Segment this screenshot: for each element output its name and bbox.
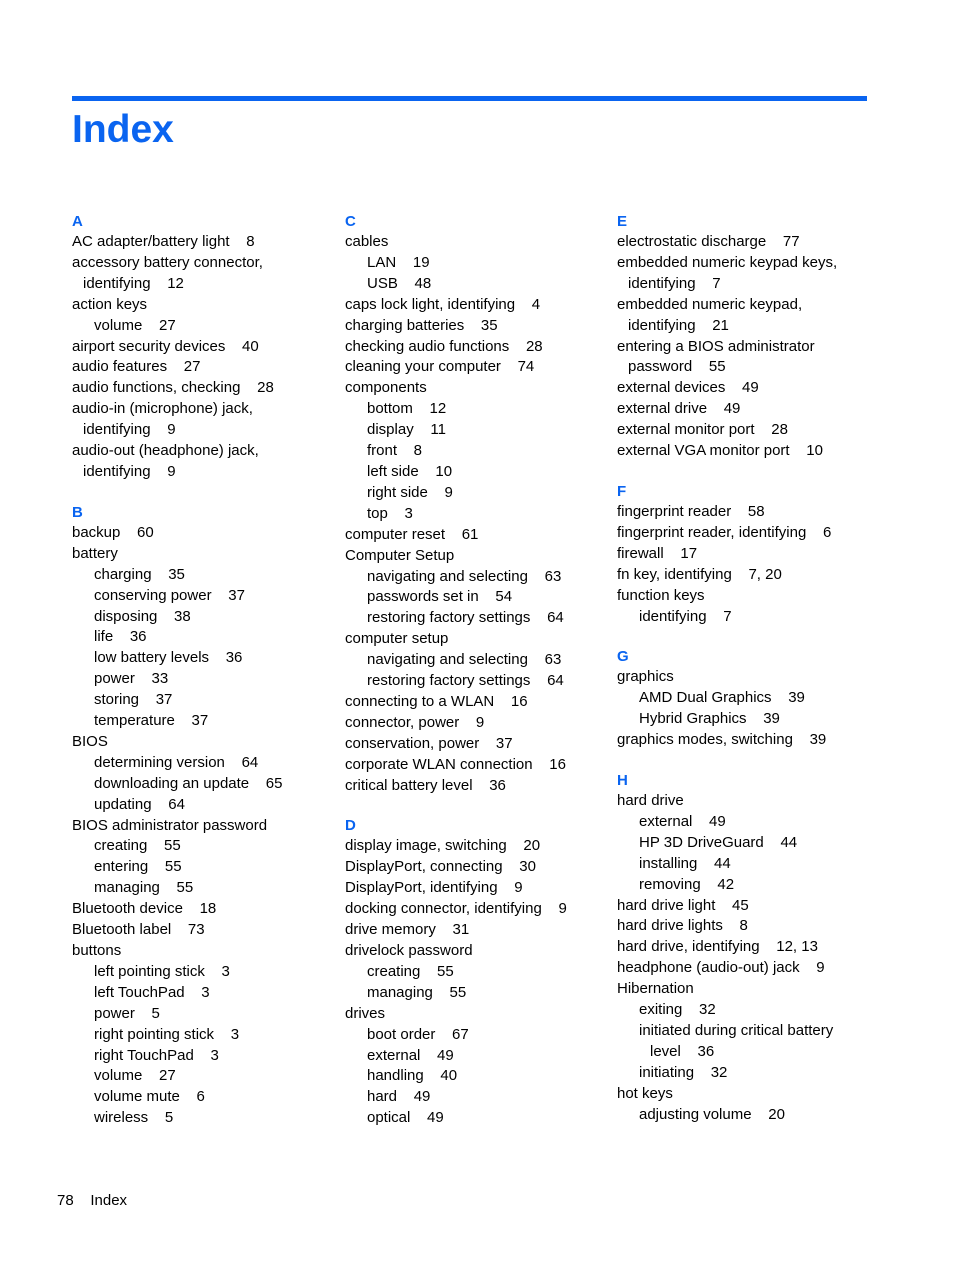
index-entry: docking connector, identifying 9 xyxy=(345,900,567,918)
index-subentry: front 8 xyxy=(367,442,423,460)
footer-label: Index xyxy=(90,1192,128,1209)
index-entry: buttons xyxy=(72,942,122,959)
index-entry: hard drive xyxy=(617,792,684,810)
index-subentry: left pointing stick 3 xyxy=(94,962,230,980)
index-entry: action keys xyxy=(72,295,148,313)
index-entry: AC adapter/battery light 8 xyxy=(72,233,255,250)
index-subentry: left side 10 xyxy=(367,462,453,480)
index-subentry: downloading an update 65 xyxy=(94,774,283,792)
index-entry: DisplayPort, connecting 30 xyxy=(345,858,536,876)
index-subentry: charging 35 xyxy=(94,565,185,583)
index-entry: connecting to a WLAN 16 xyxy=(345,692,528,710)
index-subentry: identifying 7 xyxy=(639,607,732,625)
index-entry: hard drive, identifying 12, 13 xyxy=(617,938,818,956)
index-entry: battery xyxy=(72,544,118,562)
index-letter-heading: D xyxy=(345,817,356,835)
index-entry: identifying 21 xyxy=(628,316,729,334)
index-subentry: optical 49 xyxy=(367,1109,444,1127)
index-letter-heading: F xyxy=(617,482,627,500)
index-entry: computer reset 61 xyxy=(345,525,479,543)
index-subentry: initiating 32 xyxy=(639,1063,728,1081)
index-entry: hard drive lights 8 xyxy=(617,917,748,935)
index-subentry: life 36 xyxy=(94,628,147,646)
index-subentry: entering 55 xyxy=(94,858,182,876)
index-entry: corporate WLAN connection 16 xyxy=(345,755,566,773)
index-entry: hard drive light 45 xyxy=(617,896,749,914)
index-subentry: external 49 xyxy=(639,812,726,830)
index-entry: drives xyxy=(345,1004,386,1022)
index-subentry: power 33 xyxy=(94,670,169,688)
index-subentry: top 3 xyxy=(367,504,413,522)
index-subentry: hard 49 xyxy=(367,1088,431,1106)
index-entry: identifying 9 xyxy=(83,421,176,439)
index-entry: Bluetooth device 18 xyxy=(72,900,217,918)
index-entry: caps lock light, identifying 4 xyxy=(345,295,541,313)
index-column-2 xyxy=(345,212,610,1129)
index-column-3 xyxy=(617,212,882,1126)
index-subentry: passwords set in 54 xyxy=(367,588,513,606)
index-subentry: restoring factory settings 64 xyxy=(367,609,564,627)
index-entry: audio features 27 xyxy=(72,358,201,376)
index-entry: fn key, identifying 7, 20 xyxy=(617,565,782,583)
index-letter-heading: B xyxy=(72,503,83,521)
index-subentry: Hybrid Graphics 39 xyxy=(639,710,780,728)
index-subentry: adjusting volume 20 xyxy=(639,1105,785,1123)
index-subentry: handling 40 xyxy=(367,1067,458,1085)
index-entry: drivelock password xyxy=(345,942,473,959)
index-entry: checking audio functions 28 xyxy=(345,337,543,355)
index-subentry: managing 55 xyxy=(367,983,467,1001)
index-subentry: temperature 37 xyxy=(94,712,209,730)
index-subentry: installing 44 xyxy=(639,854,731,872)
page-title: Index xyxy=(72,108,174,151)
index-letter-heading: C xyxy=(345,213,356,230)
index-subentry: restoring factory settings 64 xyxy=(367,672,564,690)
index-subentry: disposing 38 xyxy=(94,607,191,625)
index-entry: external devices 49 xyxy=(617,379,759,397)
index-subentry: LAN 19 xyxy=(367,253,430,271)
index-subentry: display 11 xyxy=(367,421,446,439)
index-subentry: right pointing stick 3 xyxy=(94,1025,240,1043)
index-subentry: right side 9 xyxy=(367,483,453,501)
index-entry: audio-out (headphone) jack, xyxy=(72,442,259,460)
index-entry: audio functions, checking 28 xyxy=(72,379,274,397)
index-subentry: HP 3D DriveGuard 44 xyxy=(639,833,798,851)
index-subentry: wireless 5 xyxy=(94,1109,174,1127)
index-entry: graphics xyxy=(617,668,674,686)
page-footer xyxy=(57,1191,127,1211)
index-subentry: USB 48 xyxy=(367,274,432,292)
index-subentry: external 49 xyxy=(367,1046,454,1064)
index-entry: embedded numeric keypad, xyxy=(617,295,803,313)
index-subentry: navigating and selecting 63 xyxy=(367,567,562,585)
index-entry: embedded numeric keypad keys, xyxy=(617,253,838,271)
index-subentry: power 5 xyxy=(94,1004,160,1022)
index-entry: conservation, power 37 xyxy=(345,734,513,752)
index-subentry: managing 55 xyxy=(94,879,194,897)
index-entry: fingerprint reader 58 xyxy=(617,502,765,520)
index-entry: entering a BIOS administrator xyxy=(617,337,815,355)
index-subentry: navigating and selecting 63 xyxy=(367,651,562,669)
index-entry: display image, switching 20 xyxy=(345,837,541,855)
index-entry: Bluetooth label 73 xyxy=(72,921,205,939)
index-entry: headphone (audio-out) jack 9 xyxy=(617,959,825,977)
index-entry: fingerprint reader, identifying 6 xyxy=(617,523,832,541)
index-subentry: left TouchPad 3 xyxy=(94,983,210,1001)
index-subentry: boot order 67 xyxy=(367,1025,469,1043)
index-letter-heading: E xyxy=(617,213,628,230)
index-entry: graphics modes, switching 39 xyxy=(617,731,827,749)
index-entry: cleaning your computer 74 xyxy=(345,358,535,376)
index-entry: Hibernation xyxy=(617,980,694,998)
index-entry: backup 60 xyxy=(72,523,154,541)
index-entry: cables xyxy=(345,233,389,250)
index-entry: accessory battery connector, xyxy=(72,253,263,271)
index-subentry: determining version 64 xyxy=(94,753,259,771)
index-entry: identifying 9 xyxy=(83,462,176,480)
index-entry: airport security devices 40 xyxy=(72,337,259,355)
index-entry: function keys xyxy=(617,586,705,604)
index-entry: critical battery level 36 xyxy=(345,776,506,794)
index-entry: audio-in (microphone) jack, xyxy=(72,400,253,418)
index-entry: BIOS administrator password xyxy=(72,816,268,834)
index-subentry: removing 42 xyxy=(639,875,735,893)
index-entry: external VGA monitor port 10 xyxy=(617,442,823,460)
index-subentry: level 36 xyxy=(650,1042,715,1060)
index-entry: connector, power 9 xyxy=(345,713,485,731)
index-entry: drive memory 31 xyxy=(345,921,470,939)
index-entry: charging batteries 35 xyxy=(345,316,498,334)
index-subentry: low battery levels 36 xyxy=(94,649,243,667)
index-entry: electrostatic discharge 77 xyxy=(617,233,800,250)
page-number: 78 xyxy=(57,1192,74,1209)
index-subentry: volume 27 xyxy=(94,316,176,334)
index-entry: BIOS xyxy=(72,732,108,750)
index-subentry: AMD Dual Graphics 39 xyxy=(639,689,805,707)
index-letter-heading: G xyxy=(617,648,629,666)
index-subentry: bottom 12 xyxy=(367,400,447,418)
index-entry: identifying 12 xyxy=(83,274,184,292)
index-subentry: creating 55 xyxy=(94,837,181,855)
index-letter-heading: A xyxy=(72,213,83,230)
index-entry: external monitor port 28 xyxy=(617,421,788,439)
index-entry: DisplayPort, identifying 9 xyxy=(345,879,523,897)
index-subentry: storing 37 xyxy=(94,691,173,709)
index-subentry: right TouchPad 3 xyxy=(94,1046,219,1064)
index-subentry: creating 55 xyxy=(367,962,454,980)
index-subentry: volume 27 xyxy=(94,1067,176,1085)
index-entry: components xyxy=(345,379,427,397)
index-subentry: conserving power 37 xyxy=(94,586,245,604)
index-entry: identifying 7 xyxy=(628,274,721,292)
index-entry: password 55 xyxy=(628,358,726,376)
index-column-1 xyxy=(72,212,337,1129)
index-entry: firewall 17 xyxy=(617,544,698,562)
index-entry: hot keys xyxy=(617,1084,673,1102)
index-subentry: initiated during critical battery xyxy=(639,1022,834,1039)
header-rule xyxy=(72,96,867,101)
index-entry: external drive 49 xyxy=(617,400,741,418)
index-entry: computer setup xyxy=(345,630,449,648)
index-subentry: exiting 32 xyxy=(639,1001,716,1019)
index-subentry: updating 64 xyxy=(94,795,185,813)
index-entry: Computer Setup xyxy=(345,546,455,564)
index-letter-heading: H xyxy=(617,772,628,790)
index-subentry: volume mute 6 xyxy=(94,1088,205,1106)
